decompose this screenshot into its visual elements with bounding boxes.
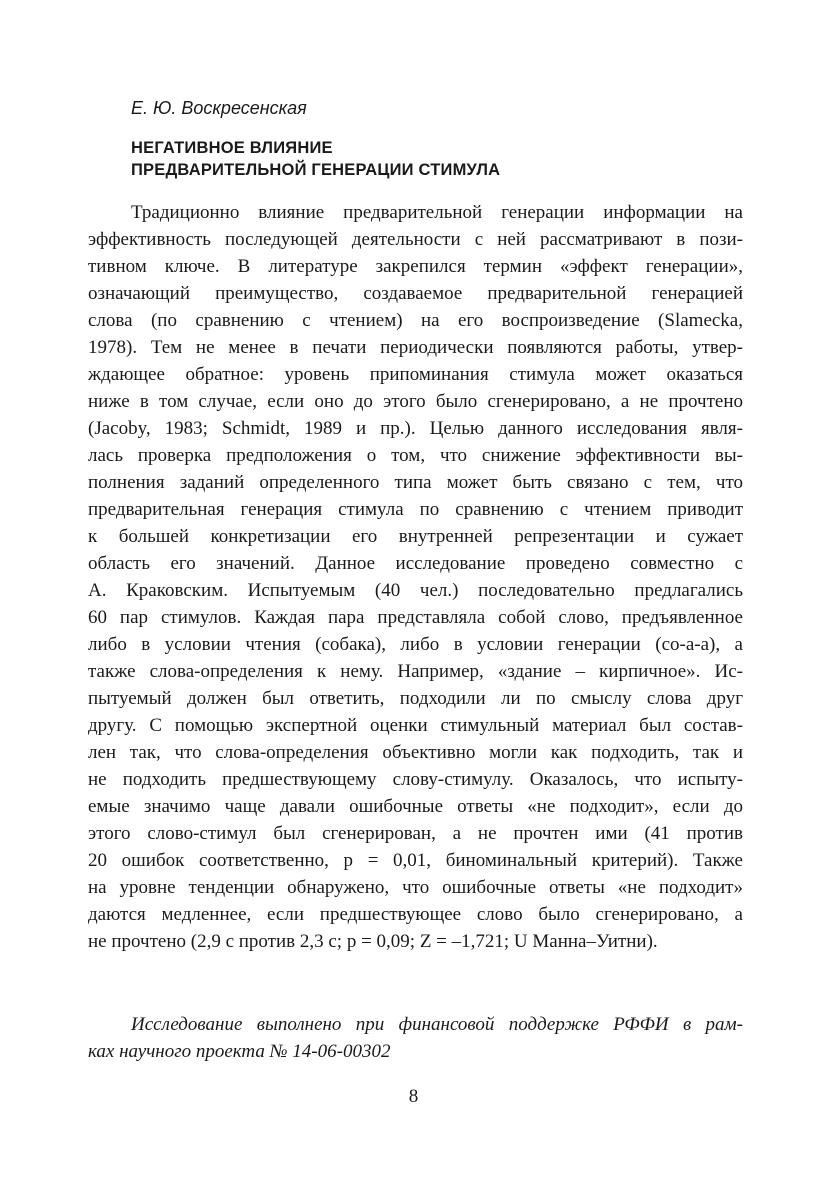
- text-line: к большей конкретизации его внутренней репрезентации и сужает: [88, 526, 743, 547]
- text-line: (Jacoby, 1983; Schmidt, 1989 и пр.). Целью данного исследования явля-: [88, 418, 743, 439]
- funding-note: [88, 1011, 743, 1065]
- text-line: слова (по сравнению с чтением) на его воспроизведение (Slamecka,: [88, 310, 743, 331]
- text-line: Традиционно влияние предварительной генерации информации на: [131, 202, 743, 223]
- text-line: область его значений. Данное исследование проведено совместно с: [88, 553, 743, 574]
- text-line: даются медленнее, если предшествующее слово было сгенерировано, а: [88, 904, 743, 925]
- text-line: ках научного проекта № 14-06-00302: [88, 1041, 391, 1062]
- text-line: на уровне тенденции обнаружено, что ошибочные ответы «не подходит»: [88, 877, 743, 898]
- text-line: 1978). Тем не менее в печати периодически появляются работы, утвер-: [88, 337, 743, 358]
- text-line: тивном ключе. В литературе закрепился термин «эффект генерации»,: [88, 256, 743, 277]
- text-line: пытуемый должен был ответить, подходили ли по смыслу слова друг: [88, 688, 743, 709]
- text-line: не прочтено (2,9 с против 2,3 с; p = 0,09; Z = –1,721; U Манна–Уитни).: [88, 931, 658, 952]
- author-name: Е. Ю. Воскресенская: [131, 98, 307, 118]
- text-line: либо в условии чтения (собака), либо в условии генерации (со-а-а), а: [88, 634, 743, 655]
- text-line: А. Краковским. Испытуемым (40 чел.) последовательно предлагались: [88, 580, 743, 601]
- text-line: емые значимо чаще давали ошибочные ответы «не подходит», если до: [88, 796, 743, 817]
- text-line: предварительная генерация стимула по сравнению с чтением приводит: [88, 499, 743, 520]
- body-paragraph: [88, 199, 743, 955]
- text-line: Исследование выполнено при финансовой поддержке РФФИ в рам-: [131, 1014, 743, 1035]
- text-line: эффективность последующей деятельности с ней рассматривают в пози-: [88, 229, 743, 250]
- text-line: не подходить предшествующему слову-стимулу. Оказалось, что испыту-: [88, 769, 743, 790]
- title-line-2: ПРЕДВАРИТЕЛЬНОЙ ГЕНЕРАЦИИ СТИМУЛА: [131, 161, 501, 179]
- title-line-1: НЕГАТИВНОЕ ВЛИЯНИЕ: [131, 139, 333, 157]
- text-line: 60 пар стимулов. Каждая пара представляла собой слово, предъявленное: [88, 607, 743, 628]
- article-title: [131, 137, 500, 181]
- text-line: этого слово-стимул был сгенерирован, а не прочтен ими (41 против: [88, 823, 743, 844]
- text-line: также слова-определения к нему. Например, «здание – кирпичное». Ис-: [88, 661, 743, 682]
- text-line: ждающее обратное: уровень припоминания стимула может оказаться: [88, 364, 743, 385]
- text-line: 20 ошибок соответственно, p = 0,01, биноминальный критерий). Также: [88, 850, 743, 871]
- text-line: другу. С помощью экспертной оценки стимульный материал был состав-: [88, 715, 743, 736]
- text-line: лен так, что слова-определения объективно могли как подходить, так и: [88, 742, 743, 763]
- text-line: полнения заданий определенного типа может быть связано с тем, что: [88, 472, 743, 493]
- text-line: ниже в том случае, если оно до этого было сгенерировано, а не прочтено: [88, 391, 743, 412]
- text-line: лась проверка предположения о том, что снижение эффективности вы-: [88, 445, 743, 466]
- page-number: 8: [408, 1086, 419, 1107]
- text-line: означающий преимущество, создаваемое предварительной генерацией: [88, 283, 743, 304]
